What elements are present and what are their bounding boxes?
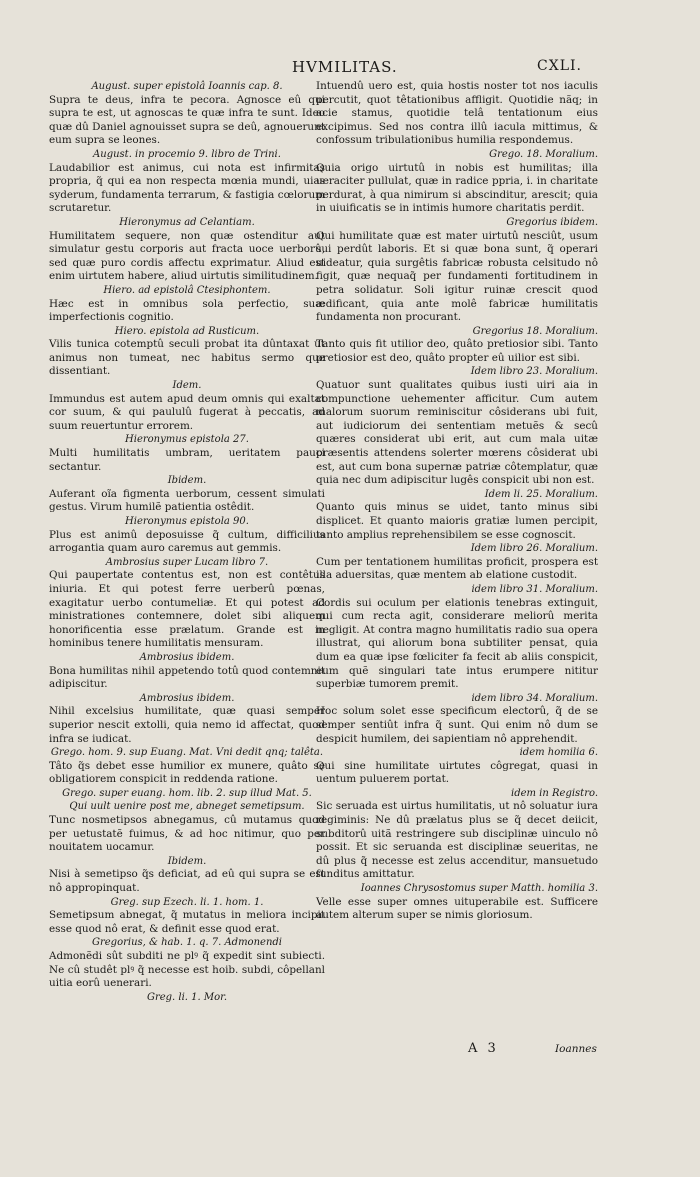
- source-citation: Greg. li. 1. Mor.: [146, 991, 228, 1003]
- source-citation: Gregorius 18. Moralium.: [472, 325, 598, 337]
- text-entry: [49, 216, 325, 284]
- source-citation: Ambrosius super Lucam libro 7.: [105, 556, 269, 568]
- source-citation: Hieronymus epistola 27.: [125, 434, 249, 446]
- text-entry: [49, 325, 325, 379]
- source-citation: Grego. hom. 9. sup Euang. Mat. Vni dedit qnq; talêta.: [50, 747, 324, 759]
- passage-text: Hæc est in omnibus sola perfectio, suæ imperfectionis cognitio.: [49, 297, 325, 324]
- text-entry: [316, 583, 598, 692]
- source-citation: Idem libro 23. Moralium.: [470, 366, 598, 378]
- passage-text: Semetipsum abnegat, q̃ mutatus in meliora incipit esse quod nô erat, & definit esse quod erat.: [49, 909, 325, 935]
- text-entry: [316, 882, 598, 923]
- source-citation: Ibidem.: [167, 855, 207, 867]
- text-entry: [49, 692, 325, 746]
- folio-number: CXLI.: [537, 58, 582, 74]
- passage-text: Auferant oĩa figmenta uerborum, cessent simulati gestus. Virum humilẽ patientia ostêdit.: [49, 487, 325, 514]
- source-citation: idem homilia 6.: [519, 747, 598, 759]
- text-entry: [49, 148, 325, 216]
- text-entry: [316, 787, 598, 882]
- signature-mark: A 3: [468, 1041, 499, 1056]
- passage-text: Vilis tunica cotemptû seculi probat ita dûntaxat ut animus non tumeat, nec habitus sermo que dissentiant.: [49, 338, 325, 378]
- text-entry: [49, 800, 325, 854]
- text-entry: [49, 991, 325, 1005]
- passage-text: Supra te deus, infra te pecora. Agnosce eû qui supra te est, ut agnoscas te quæ infra te sunt. Ideo quæ dû Daniel agnouisset supra se deû, agnouerunt eum supra se leones.: [49, 93, 325, 147]
- running-title: HVMILITAS.: [292, 58, 398, 76]
- passage-text: Tâto q̃s debet esse humilior ex munere, quâto se obligatiorem conspicit in reddenda ratione.: [49, 759, 325, 786]
- source-citation: Gregorius ibidem.: [506, 216, 598, 228]
- text-entry: [49, 896, 325, 937]
- passage-text: Immundus est autem apud deum omnis qui exaltat cor suum, & qui paululû fugerat à peccatis, ad suum reuertuntur errorem.: [49, 392, 325, 432]
- passage-text: Nisi à semetipso q̃s deficiat, ad eû qui supra se est nô appropinquat.: [49, 868, 325, 895]
- passage-text: Nihil excelsius humilitate, quæ quasi semper superior nescit extolli, quia nemo id affectat, quod infra se iudicat.: [49, 705, 325, 745]
- source-citation: August. super epistolâ Ioannis cap. 8.: [91, 81, 283, 92]
- source-citation: idem libro 34. Moralium.: [471, 692, 598, 704]
- page-footer: [0, 1041, 700, 1061]
- source-citation: Idem li. 25. Moralium.: [484, 488, 598, 500]
- source-citation: Gregorius, & hab. 1. q. 7. Admonendi: [92, 937, 282, 949]
- passage-text: Sic seruada est uirtus humilitatis, ut nô soluatur iura regiminis: Ne dû prælatus plus se q̃ decet deiicit, subditorû uitã restringere sub disciplinæ uinculo nô possit. Et sic seruanda est disciplinæ seueritas, ne dû plus q̃ necesse est zelus accenditur, mansuetudo funditus amittatur.: [316, 800, 598, 881]
- text-entry: [316, 325, 598, 366]
- source-citation: Ioannes Chrysostomus super Matth. homilia 3.: [360, 883, 598, 895]
- text-entry: [316, 542, 598, 583]
- passage-text: Cum per tentationem humilitas proficit, prospera est illa aduersitas, quæ mentem ab elatione custodit.: [316, 555, 598, 582]
- passage-text: Qui sine humilitate uirtutes côgregat, quasi in uentum puluerem portat.: [316, 759, 598, 786]
- passage-text: Laudabilior est animus, cui nota est infirmitas propria, q̃ qui ea non respecta mœnia mundi, uias syderum, fundamenta terrarum, & fastigia cœlorum scrutaretur.: [49, 161, 325, 215]
- right-column: [316, 80, 598, 923]
- passage-text: Plus est animû deposuisse q̃ cultum, difficilius arrogantia quam auro caremus aut gemmis.: [49, 528, 325, 555]
- passage-text: Quia origo uirtutû in nobis est humilitas; illa ueraciter pullulat, quæ in radice ppria, i. in charitate perdurat, à qua nimirum si abscinditur, arescit; quia in uiuificatis se in intimis humore charitatis perdit.: [316, 161, 598, 215]
- text-entry: [49, 556, 325, 651]
- passage-text: Tunc nosmetipsos abnegamus, cû mutamus quod per uetustatẽ fuimus, & ad hoc nitimur, quo per nouitatem uocamur.: [49, 814, 325, 854]
- text-entry: [316, 746, 598, 787]
- passage-text: Cordis sui oculum per elationis tenebras extinguit, qui cum recta agit, considerare meliorû merita negligit. At contra magno humilitatis radio sua opera illustrat, qui aliorum bona subtiliter pensat, quia dum ea quæ ipse fœliciter fa fecit ab aliis conspicit, eum quẽ singulari tate intus erumpere nititur superbiæ tumorem premit.: [316, 596, 598, 691]
- passage-text: Tanto quis fit utilior deo, quâto pretiosior sibi. Tanto pretiosior est deo, quâto propter eû uilior est sibi.: [316, 338, 598, 364]
- text-entry: [49, 787, 325, 801]
- source-citation: Idem libro 26. Moralium.: [470, 543, 598, 555]
- text-entry: [49, 80, 325, 148]
- left-column: [49, 80, 325, 1004]
- text-entry: [316, 692, 598, 746]
- source-citation: idem in Registro.: [511, 787, 598, 799]
- text-entry: [316, 80, 598, 148]
- text-entry: [49, 474, 325, 515]
- passage-text: Bona humilitas nihil appetendo totû quod contemnit adipiscitur.: [49, 664, 325, 691]
- passage-text: Quanto quis minus se uidet, tanto minus sibi displicet. Et quanto maioris gratiæ lumen percipit, tanto amplius reprehensibilem se esse cognoscit.: [316, 501, 598, 541]
- passage-text: Hoc solum solet esse specificum electorû, q̃ de se semper sentiût infra q̃ sunt. Qui enim nô dum se despicit humilem, dei sapientiam nô apprehendit.: [316, 705, 598, 745]
- passage-text: Quatuor sunt qualitates quibus iusti uiri aia in compunctione uehementer afficitur. Cum autem malorum suorum reminiscitur côsiderans ubi fuit, aut iudiciorum dei sententiam metuẽs & secû quæres considerat ubi erit, aut cum mala uitæ præsentis attendens solerter mœrens côsiderat ubi est, aut cum bona supernæ patriæ côtemplatur, quæ quia nec dum adipiscitur lugês conspicit ubi non est.: [316, 379, 598, 487]
- text-entry: [49, 936, 325, 990]
- passage-text: Multi humilitatis umbram, ueritatem pauci sectantur.: [49, 447, 325, 473]
- passage-text: Velle esse super omnes uituperabile est. Sufficere autem alterum super se nimis gloriosum.: [316, 895, 598, 922]
- passage-text: Intuendû uero est, quia hostis noster tot nos iaculis percutit, quot têtationibus affligit. Quotidie nãq; in acie stamus, quotidie telâ tentationum eius excipimus. Sed nos contra illû iacula mittimus, & confossum tribulationibus humilia respondemus.: [316, 80, 598, 147]
- source-citation: Hieronymus epistola 90.: [125, 516, 249, 527]
- passage-text: Qui humilitate quæ est mater uirtutû nesciût, usum sui perdût laboris. Et si quæ bona sunt, q̃ operari uideatur, quia surgêtis fabricæ robusta celsitudo nô figit, quæ nequaq̃ per fundamenti fortitudinem in petra solidatur. Soli igitur ruinæ crescit quod ædificant, quia ante molê fabricæ humilitatis fundamenta non procurant.: [316, 229, 598, 324]
- source-citation: Grego. super euang. hom. lib. 2. sup illud Mat. 5.: [62, 787, 312, 799]
- text-entry: [316, 365, 598, 487]
- passage-text: Admonẽdi sût subditi ne plꝰ q̃ expedit sint subiecti. Ne cû studêt plꝰ q̃ necesse est hoib. subdi, côpellanl uitia eorû uenerari.: [49, 950, 325, 990]
- source-citation: Ambrosius ibidem.: [139, 651, 235, 663]
- source-citation: idem libro 31. Moralium.: [471, 583, 598, 595]
- text-entry: [316, 488, 598, 542]
- passage-text: Humilitatem sequere, non quæ ostenditur aut simulatur gestu corporis aut fracta uoce uerborû, sed quæ puro cordis affectu exprimatur. Aliud est enim uirtutem habere, aliud uirtutis similitudinem.: [49, 229, 325, 283]
- running-head: [0, 58, 700, 80]
- source-citation: Ambrosius ibidem.: [139, 692, 235, 704]
- catchword: Ioannes: [555, 1043, 597, 1055]
- text-entry: [49, 433, 325, 474]
- text-entry: [49, 746, 325, 787]
- text-entry: [316, 148, 598, 216]
- passage-text: Qui paupertate contentus est, non est contêtus iniuria. Et qui potest ferre uerberû pœnas, exagitatur uerbo contumeliæ. Et qui potest ad ministrationes contemnere, dolet sibi aliquem honorificentia esse prælatum. Grande est in hominibus tenere humilitatis mensuram.: [49, 569, 325, 650]
- text-entry: [49, 855, 325, 896]
- text-entry: [49, 515, 325, 556]
- source-citation: Hiero. ad epistolâ Ctesiphontem.: [103, 284, 271, 296]
- source-citation: August. in procemio 9. libro de Trini.: [93, 148, 281, 160]
- source-citation: Hiero. epistola ad Rusticum.: [114, 325, 260, 337]
- source-citation: Ibidem.: [167, 475, 207, 487]
- source-citation: Qui uult uenire post me, abneget semetipsum.: [69, 801, 305, 813]
- text-entry: [49, 379, 325, 433]
- source-citation: Idem.: [172, 380, 202, 392]
- source-citation: Grego. 18. Moralium.: [489, 148, 598, 160]
- text-entry: [49, 651, 325, 692]
- text-entry: [316, 216, 598, 325]
- source-citation: Greg. sup Ezech. li. 1. hom. 1.: [110, 896, 264, 908]
- text-entry: [49, 284, 325, 325]
- source-citation: Hieronymus ad Celantiam.: [119, 216, 255, 228]
